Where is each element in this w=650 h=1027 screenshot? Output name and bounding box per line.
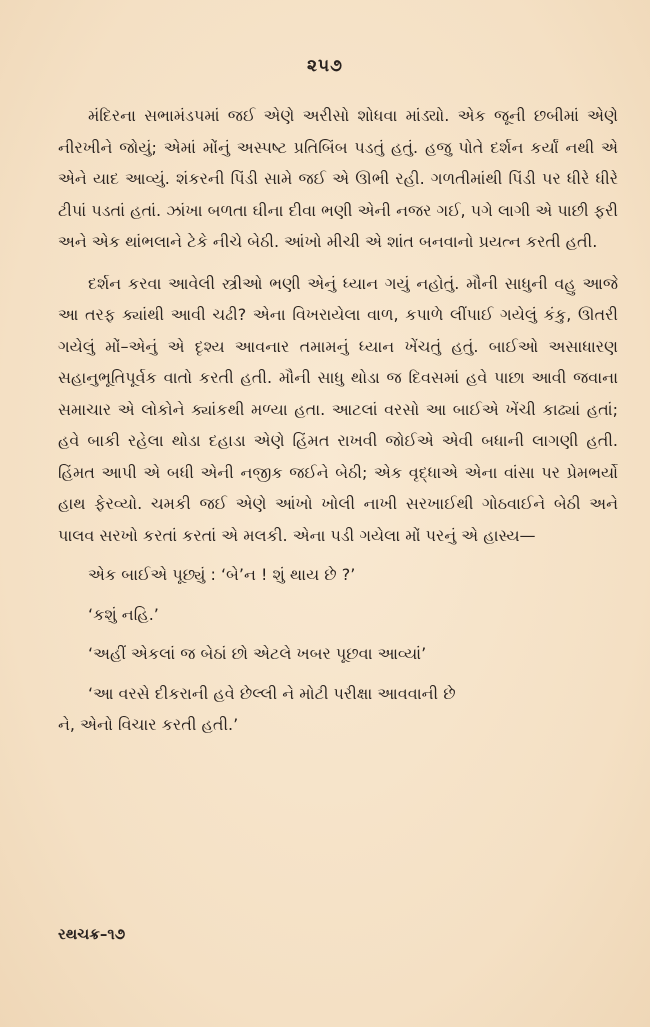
dialogue-line: ‘આ વરસે દીકરાની હવે છેલ્લી ને મોટી પરીક્ષા આવવાની છે: [88, 683, 456, 703]
dialogue-line: ‘અહીં એકલાં જ બેઠાં છો એટલે ખબર પૂછવા આવ્યાં’: [88, 644, 427, 663]
dialogue-line: ‘કશું નહિ.’: [88, 604, 159, 624]
dialogue-line: એક બાઈએ પૂછ્યું : ‘બે’ન ! શું થાય છે ?’: [88, 565, 356, 584]
page-number: ૨૫૭: [307, 56, 343, 76]
dialogue-continuation: ને, એનો વિચાર કરતી હતી.’: [58, 715, 239, 734]
paragraph: દર્શન કરવા આવેલી સ્ત્રીઓ ભણી એનું ધ્યાન ગયું નહોતું. મૌની સાધુની વહુ આજે આ તરફ ક્યાંથી આવી ચઢી? એના વિખરાયેલા વાળ, કપાળે લીંપાઈ ગયેલું કંકુ, ઊતરી ગયેલું મોં–એનું એ દૃશ્ય આવનાર તમામનું ધ્યાન ખેંચતું હતું. બાઈઓ અસાધારણ સહાનુભૂતિપૂર્વક વાતો કરતી હતી. મૌની સાધુ થોડા જ દિવસમાં હવે પાછા આવી જવાના સમાચાર એ લોકોને ક્યાંકથી મળ્યા હતા. આટલાં વરસો આ બાઈએ ખેંચી કાઢ્યાં હતાં; હવે બાકી રહેલા થોડા દહાડા એણે હિંમત રાખવી જોઈએ એવી બધાની લાગણી હતી. હિંમત આપી એ બધી એની નજીક જઈને બેઠી; એક વૃદ્ધાએ એના વાંસા પર પ્રેમભર્યો હાથ ફેરવ્યો. ચમકી જઈ એણે આંખો ખોલી નાખી સરખાઈથી ગોઠવાઈને બેઠી અને પાલવ સરખો કરતાં કરતાં એ મલકી. એના પડી ગયેલા મોં પરનું એ હાસ્ય—: [58, 273, 618, 545]
paragraph: મંદિરના સભામંડપમાં જઈ એણે અરીસો શોધવા માંડ્યો. એક જૂની છબીમાં એણે નીરખીને જોયું; એમાં મોંનું અસ્પષ્ટ પ્રતિબિંબ પડતું હતું. હજુ પોતે દર્શન કર્યાં નથી એ એને યાદ આવ્યું. શંકરની પિંડી સામે જઈ એ ઊભી રહી. ગળતીમાંથી પિંડી પર ધીરે ધીરે ટીપાં પડતાં હતાં. ઝાંખા બળતા ઘીના દીવા ભણી એની નજર ગઈ, પગે લાગી એ પાછી ફરી અને એક થાંભલાને ટેકે નીચે બેઠી. આંખો મીચી એ શાંત બનવાનો પ્રયત્ન કરતી હતી.: [58, 106, 618, 251]
page-body: [58, 100, 618, 741]
signature-mark: રથચક્ર–૧૭: [58, 925, 126, 943]
